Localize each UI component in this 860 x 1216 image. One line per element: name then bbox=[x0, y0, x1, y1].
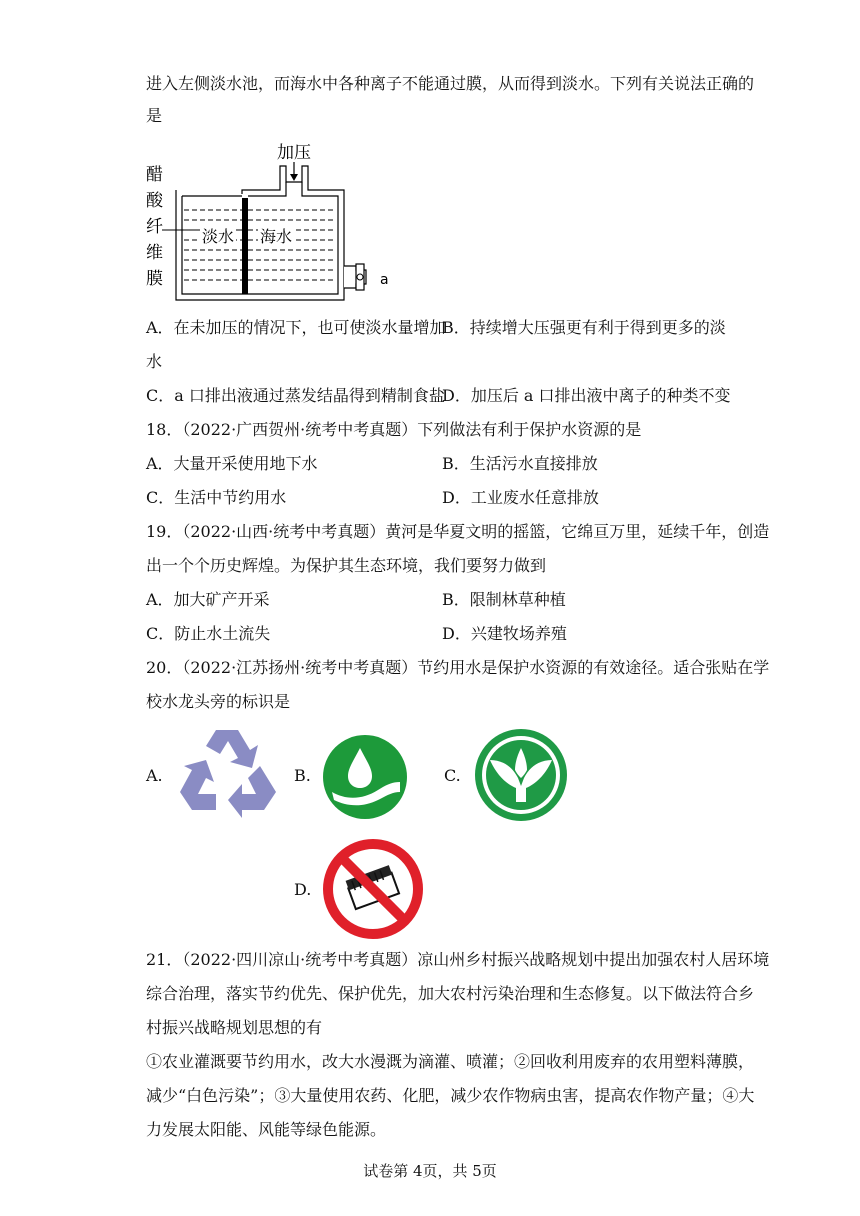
q21-stem-1: 21．（2022·四川凉山·统考中考真题）凉山州乡村振兴战略规划中提出加强农村人居环境 bbox=[146, 950, 770, 969]
q18-option-d: D．工业废水任意排放 bbox=[442, 488, 599, 507]
q19-option-a: A．加大矿产开采 bbox=[146, 590, 270, 609]
membrane-label-4: 维 bbox=[146, 243, 163, 263]
q20-stem-2: 校水龙头旁的标识是 bbox=[146, 692, 291, 711]
sea-water-label: 海水 bbox=[260, 227, 293, 246]
page-footer: 试卷第 4页，共 5页 bbox=[363, 1162, 497, 1180]
q18-stem: 18．（2022·广西贺州·统考中考真题）下列做法有利于保护水资源的是 bbox=[146, 420, 642, 439]
q21-stem-3: 村振兴战略规划思想的有 bbox=[146, 1018, 323, 1037]
q19-stem-2: 出一个个历史辉煌。为保护其生态环境，我们要努力做到 bbox=[146, 556, 547, 575]
q20-option-a-label: A. bbox=[146, 766, 163, 785]
pressure-label: 加压 bbox=[277, 143, 311, 163]
desalination-diagram bbox=[140, 138, 400, 308]
q21-item-3: 力发展太阳能、风能等绿色能源。 bbox=[146, 1120, 387, 1139]
water-drop-icon bbox=[322, 734, 408, 820]
membrane-label-5: 膜 bbox=[146, 269, 163, 289]
q19-option-b: B．限制林草种植 bbox=[442, 590, 566, 609]
q19-stem-1: 19．（2022·山西·统考中考真题）黄河是华夏文明的摇篮，它绵亘万里，延续千年，创造 bbox=[146, 522, 770, 541]
membrane-label-3: 纤 bbox=[146, 217, 163, 237]
q19-option-d: D．兴建牧场养殖 bbox=[442, 624, 567, 643]
intro-line-1: 进入左侧淡水池，而海水中各种离子不能通过膜，从而得到淡水。下列有关说法正确的 bbox=[146, 74, 755, 93]
q17-option-d: D．加压后 a 口排出液中离子的种类不变 bbox=[442, 386, 731, 405]
outlet-label: a bbox=[380, 272, 389, 288]
q17-option-b: B．持续增大压强更有利于得到更多的淡 bbox=[442, 318, 726, 337]
q17-option-c: C．a 口排出液通过蒸发结晶得到精制食盐 bbox=[146, 386, 445, 405]
q20-option-c-label: C. bbox=[444, 766, 461, 785]
q21-stem-2: 综合治理，落实节约优先、保护优先，加大农村污染治理和生态修复。以下做法符合乡 bbox=[146, 984, 755, 1003]
q20-stem-1: 20．（2022·江苏扬州·统考中考真题）节约用水是保护水资源的有效途径。适合张贴在学 bbox=[146, 658, 770, 677]
green-food-icon bbox=[474, 728, 568, 822]
membrane-label-1: 醋 bbox=[146, 165, 163, 185]
q18-option-b: B．生活污水直接排放 bbox=[442, 454, 598, 473]
membrane-label-2: 酸 bbox=[146, 191, 163, 211]
no-matches-icon bbox=[322, 838, 424, 940]
q18-option-c: C．生活中节约用水 bbox=[146, 488, 287, 507]
q20-option-d-label: D. bbox=[294, 880, 312, 899]
recycle-icon bbox=[176, 726, 280, 820]
q18-option-a: A．大量开采使用地下水 bbox=[146, 454, 318, 473]
fresh-water-label: 淡水 bbox=[202, 227, 235, 246]
intro-line-2: 是 bbox=[146, 106, 163, 125]
q17-option-a-cont: 水 bbox=[146, 352, 163, 371]
q21-item-2: 减少“白色污染”；③大量使用农药、化肥，减少农作物病虫害，提高农作物产量；④大 bbox=[146, 1086, 755, 1105]
q21-item-1: ①农业灌溉要节约用水，改大水漫溉为滴灌、喷灌；②回收利用废弃的农用塑料薄膜， bbox=[146, 1052, 755, 1071]
q19-option-c: C．防止水土流失 bbox=[146, 624, 271, 643]
q17-option-a: A．在未加压的情况下，也可使淡水量增加 bbox=[146, 318, 446, 337]
q20-option-b-label: B. bbox=[294, 766, 311, 785]
